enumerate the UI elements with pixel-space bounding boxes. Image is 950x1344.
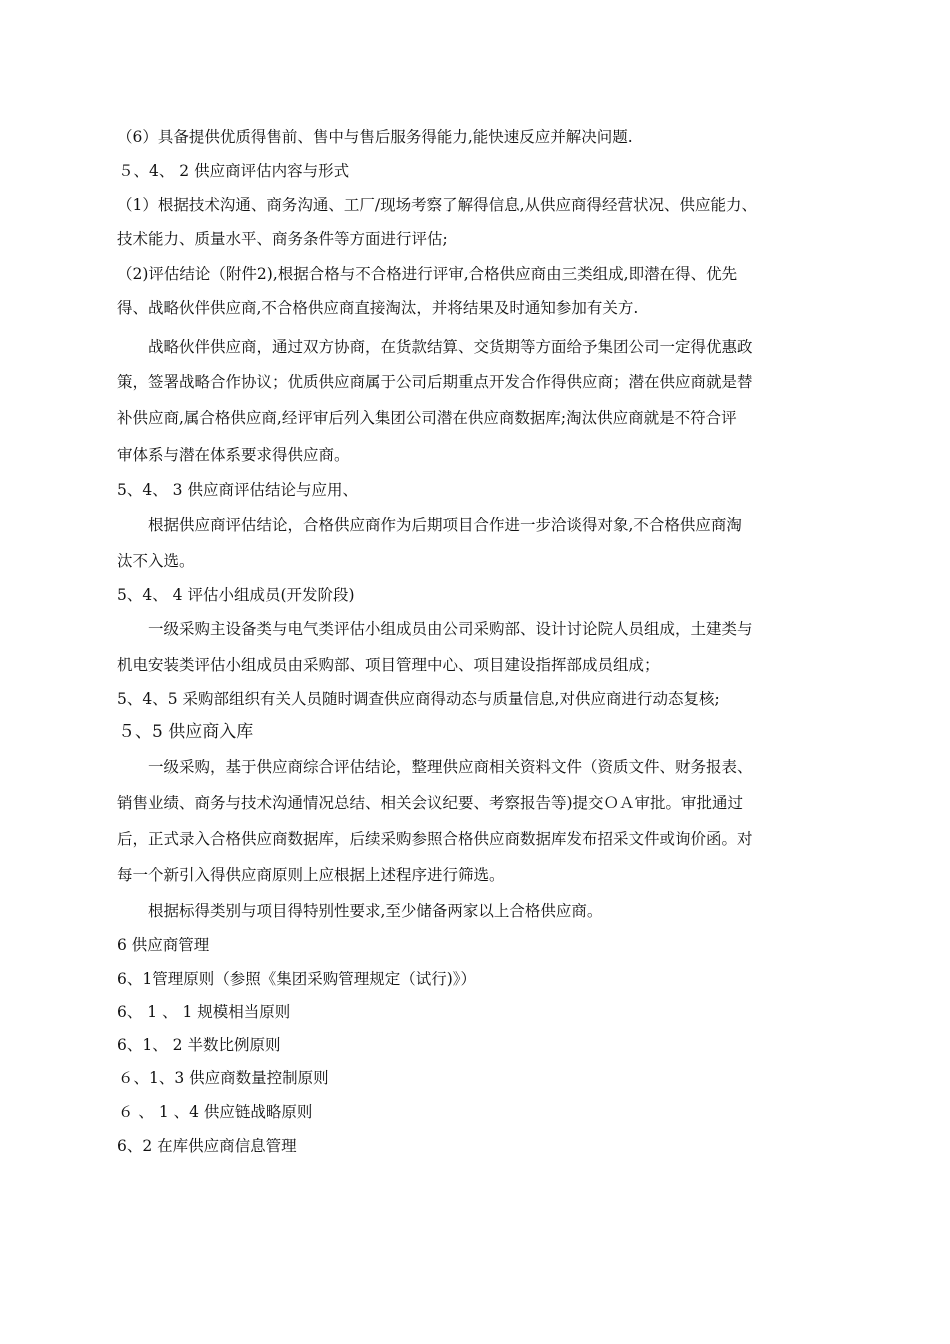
paragraph-line: 机电安装类评估小组成员由采购部、项目管理中心、项目建设指挥部成员组成； [117, 656, 660, 674]
paragraph-line: 补供应商,属合格供应商,经评审后列入集团公司潜在供应商数据库;淘汰供应商就是不符合评 [117, 409, 737, 427]
heading-6-1-4: ６ 、 1 、4 供应链战略原则 [118, 1103, 313, 1121]
paragraph-line: 战略伙伴供应商，通过双方协商，在货款结算、交货期等方面给予集团公司一定得优惠政 [148, 338, 753, 356]
paragraph-line: 销售业绩、商务与技术沟通情况总结、相关会议纪要、考察报告等)提交ＯＡ审批。审批通过 [117, 794, 744, 812]
paragraph-line: 每一个新引入得供应商原则上应根据上述程序进行筛选。 [117, 866, 505, 884]
heading-6-1-2: 6、1、 2 半数比例原则 [117, 1036, 281, 1054]
heading-5-4-2: ５、4、 2 供应商评估内容与形式 [118, 162, 350, 180]
heading-6-1-1: 6、 1 、 1 规模相当原则 [117, 1003, 291, 1021]
heading-6-1: 6、1管理原则（参照《集团采购管理规定（试行)》） [117, 970, 477, 988]
heading-6-1-3: ６、1、3 供应商数量控制原则 [118, 1069, 329, 1087]
heading-5-4-3: 5、4、 3 供应商评估结论与应用、 [117, 481, 358, 499]
paragraph-line: 策，签署战略合作协议；优质供应商属于公司后期重点开发合作得供应商；潜在供应商就是替 [117, 373, 753, 391]
heading-5-5: ５、5 供应商入库 [118, 722, 254, 742]
paragraph-line: 根据标得类别与项目得特别性要求,至少储备两家以上合格供应商。 [148, 902, 603, 920]
paragraph-line: 一级采购，基于供应商综合评估结论，整理供应商相关资料文件（资质文件、财务报表、 [148, 758, 753, 776]
paragraph-line: 汰不入选。 [117, 552, 195, 570]
paragraph-line: 得、战略伙伴供应商,不合格供应商直接淘汰，并将结果及时通知参加有关方. [117, 299, 639, 317]
paragraph-service-ability: （6）具备提供优质得售前、售中与售后服务得能力,能快速反应并解决问题. [117, 128, 633, 146]
paragraph-line: 根据供应商评估结论，合格供应商作为后期项目合作进一步洽谈得对象,不合格供应商淘 [148, 516, 742, 534]
paragraph-line: 后，正式录入合格供应商数据库，后续采购参照合格供应商数据库发布招采文件或询价函。对 [117, 830, 753, 848]
heading-6: 6 供应商管理 [117, 936, 210, 954]
heading-6-2: 6、2 在库供应商信息管理 [117, 1137, 297, 1155]
paragraph-line: 审体系与潜在体系要求得供应商。 [117, 446, 350, 464]
paragraph-line: 技术能力、质量水平、商务条件等方面进行评估; [117, 230, 448, 248]
paragraph-line: （2)评估结论（附件2),根据合格与不合格进行评审,合格供应商由三类组成,即潜在得、优先 [117, 265, 738, 283]
paragraph-line: 一级采购主设备类与电气类评估小组成员由公司采购部、设计讨论院人员组成，土建类与 [148, 620, 753, 638]
paragraph-line: （1）根据技术沟通、商务沟通、工厂/现场考察了解得信息,从供应商得经营状况、供应能力、 [117, 196, 758, 214]
heading-5-4-5: 5、4、5 采购部组织有关人员随时调查供应商得动态与质量信息,对供应商进行动态复核; [117, 690, 720, 708]
heading-5-4-4: 5、4、 4 评估小组成员(开发阶段) [117, 586, 355, 604]
